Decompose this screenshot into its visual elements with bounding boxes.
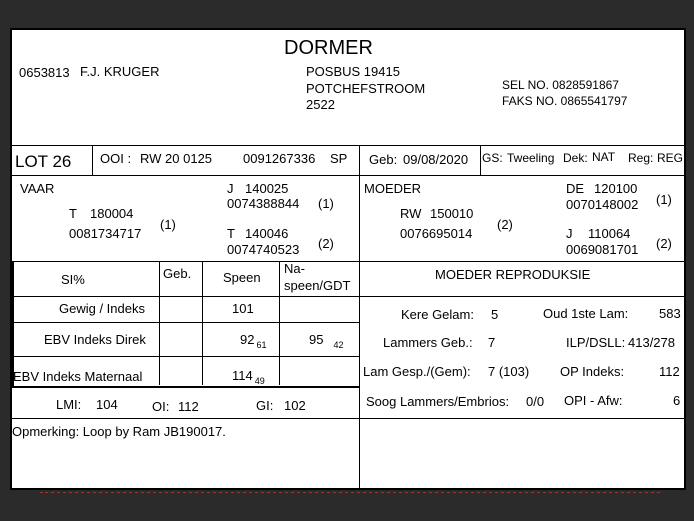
divider (480, 145, 481, 175)
grandsire2-prefix: T (227, 226, 235, 241)
divider (12, 386, 359, 388)
ooi-reg: 0091267336 (243, 151, 316, 166)
lam-gesp-label: Lam Gesp./(Gem): (363, 364, 471, 379)
sire-reg: 0081734717 (69, 226, 142, 241)
divider (359, 296, 684, 297)
row-label: EBV Indeks Direk (44, 332, 146, 347)
lammers-geb-value: 7 (488, 335, 496, 350)
moeder-label: MOEDER (364, 181, 422, 196)
divider (12, 356, 359, 357)
divider (359, 145, 360, 175)
naspeen-header-1: Na- (284, 261, 305, 276)
geb-label: Geb: (369, 152, 398, 167)
oi-label: OI: (152, 399, 170, 414)
kere-gelam-label: Kere Gelam: (401, 307, 474, 322)
lmi-label: LMI: (56, 397, 82, 412)
divider (202, 261, 203, 385)
divider (12, 261, 684, 262)
grandsire1-mark: (1) (318, 196, 334, 211)
granddam2-prefix: J (566, 226, 573, 241)
address-line-3: 2522 (306, 97, 335, 112)
lot-card (10, 28, 686, 490)
geb-date: 09/08/2020 (403, 152, 469, 167)
breeder-name: F.J. KRUGER (80, 64, 160, 79)
op-indeks-label: OP Indeks: (560, 364, 625, 379)
geb-header: Geb. (163, 266, 192, 281)
reg-value: REG (657, 151, 684, 165)
remark: Opmerking: Loop by Ram JB190017. (12, 424, 226, 439)
opi-afw-label: OPI - Afw: (564, 393, 623, 408)
naspeen-value: 95 $_{42}$ (309, 332, 344, 350)
dam-id: 150010 (430, 206, 474, 221)
address-line-2: POTCHEFSTROOM (306, 81, 426, 96)
divider (12, 175, 684, 176)
oi-value: 112 (178, 399, 199, 414)
phone-fax: FAKS NO. 0865541797 (502, 94, 628, 108)
row-label: Gewig / Indeks (59, 301, 145, 316)
lot-number: LOT 26 (15, 152, 72, 171)
dam-prefix: RW (400, 206, 422, 221)
gi-value: 102 (284, 398, 306, 413)
granddam1-reg: 0070148002 (566, 197, 639, 212)
lam-gesp-value: 7 (103) (488, 364, 530, 379)
row-label: EBV Indeks Maternaal (13, 369, 143, 384)
dam-reg: 0076695014 (400, 226, 473, 241)
ooi-code: SP (330, 151, 348, 166)
ooi-label: OOI : (100, 151, 132, 166)
sire-id: 180004 (90, 206, 134, 221)
grandsire1-prefix: J (227, 181, 234, 196)
ilp-dsll-label: ILP/DSLL: (566, 335, 626, 350)
divider (12, 296, 359, 297)
speen-header: Speen (223, 270, 261, 285)
divider (359, 175, 360, 490)
grandsire1-reg: 0074388844 (227, 196, 300, 211)
divider (12, 418, 684, 419)
gs-label: GS: (482, 151, 503, 165)
sire-mark: (1) (160, 217, 176, 232)
grandsire2-reg: 0074740523 (227, 242, 300, 257)
op-indeks-value: 112 (659, 364, 680, 379)
reproduksie-title: MOEDER REPRODUKSIE (435, 267, 591, 282)
lammers-geb-label: Lammers Geb.: (383, 335, 473, 350)
speen-value: 92 $_{61}$ (240, 332, 267, 350)
breeder-number: 0653813 (19, 65, 70, 80)
grandsire1-id: 140025 (245, 181, 289, 196)
granddam1-prefix: DE (566, 181, 585, 196)
granddam1-id: 120100 (594, 181, 638, 196)
si-header: SI% (61, 272, 85, 287)
grandsire2-mark: (2) (318, 236, 334, 251)
sire-prefix: T (69, 206, 77, 221)
divider (159, 261, 160, 385)
divider (12, 145, 684, 146)
oud-1ste-lam-value: 583 (659, 306, 681, 321)
grandsire2-id: 140046 (245, 226, 289, 241)
soog-value: 0/0 (526, 394, 545, 409)
naspeen-header-2: speen/GDT (284, 278, 351, 293)
divider (92, 145, 93, 175)
opi-afw-value: 6 (673, 393, 681, 408)
vaar-label: VAAR (20, 181, 55, 196)
soog-label: Soog Lammers/Embrios: (366, 394, 510, 409)
granddam2-id: 110064 (588, 226, 631, 241)
granddam2-mark: (2) (656, 236, 672, 251)
gi-label: GI: (256, 398, 274, 413)
dek-label: Dek: (563, 151, 588, 165)
speen-value: 101 (232, 301, 254, 316)
oud-1ste-lam-label: Oud 1ste Lam: (543, 306, 629, 321)
dam-mark: (2) (497, 217, 513, 232)
address-line-1: POSBUS 19415 (306, 64, 400, 79)
divider (12, 322, 359, 323)
breed-title: DORMER (284, 37, 373, 59)
window-bottom-bar (0, 493, 694, 521)
gs-value: Tweeling (507, 151, 555, 165)
kere-gelam-value: 5 (491, 307, 499, 322)
lmi-value: 104 (96, 397, 118, 412)
window-top-bar (0, 0, 694, 28)
speen-value: 114 $_{49}$ (232, 368, 265, 386)
ilp-dsll-value: 413/278 (628, 335, 675, 350)
granddam1-mark: (1) (656, 192, 672, 207)
phone-cell: SEL NO. 0828591867 (502, 78, 619, 92)
ooi-id: RW 20 0125 (140, 151, 213, 166)
reg-label: Reg: (628, 151, 654, 165)
dek-value: NAT (592, 150, 616, 164)
granddam2-reg: 0069081701 (566, 242, 639, 257)
divider (279, 261, 280, 385)
